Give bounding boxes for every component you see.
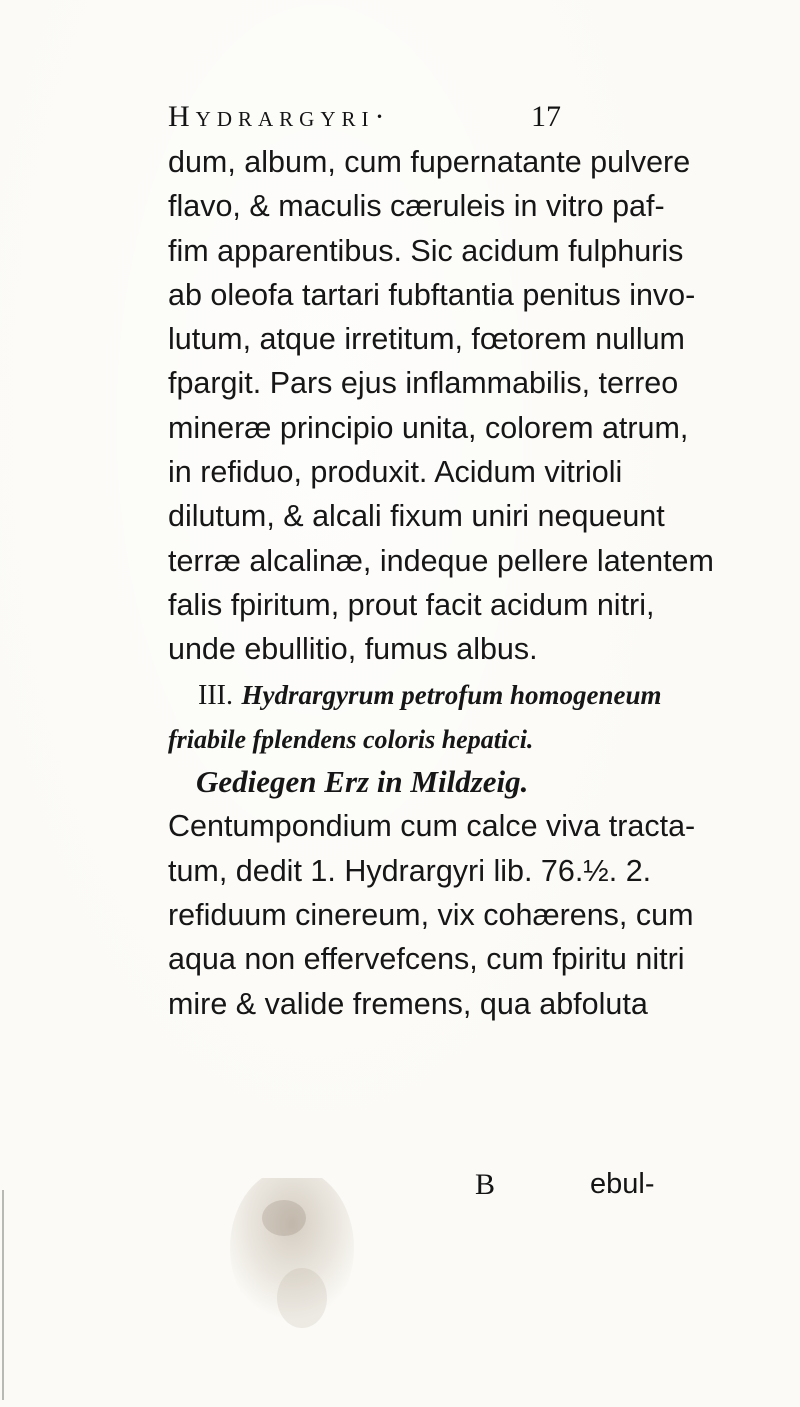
section-title-line2: friabile fplendens coloris hepatici. [168, 724, 534, 754]
section-title-line1: Hydrargyrum petrofum homogeneum [241, 679, 662, 710]
text-line: mineræ principio unita, colorem atrum, [168, 410, 689, 445]
running-title: Hydrargyri· [168, 100, 391, 133]
running-head [168, 100, 728, 140]
body-text [168, 140, 768, 1026]
text-line: fpargit. Pars ejus inflammabilis, terreo [168, 366, 679, 401]
text-line: dilutum, & alcali fixum uniri nequeunt [168, 499, 665, 534]
text-line: mire & valide fremens, qua abfoluta [168, 986, 648, 1021]
text-line: falis fpiritum, prout facit acidum nitri, [168, 587, 655, 622]
section-heading [168, 672, 768, 716]
text-line: aqua non effervefcens, cum fpiritu nitri [168, 942, 685, 977]
text-line: ab oleofa tartari fubftantia penitus invo- [168, 277, 696, 312]
text-line: refiduum cinereum, vix cohærens, cum [168, 898, 694, 933]
text-line: dum, album, cum fupernatante pulvere [168, 145, 691, 179]
page-edge-line [2, 1190, 4, 1400]
catchword: ebul- [590, 1168, 655, 1200]
text-line: unde ebullitio, fumus albus. [168, 632, 538, 667]
page-number: 17 [531, 100, 561, 133]
paper-stain [222, 1178, 362, 1368]
text-line: flavo, & maculis cæruleis in vitro paf- [168, 189, 665, 224]
text-line: terræ alcalinæ, indeque pellere latentem [168, 543, 714, 578]
section-number: III. [198, 679, 233, 711]
german-name-line [168, 760, 768, 804]
text-line: fim apparentibus. Sic acidum fulphuris [168, 233, 684, 268]
section-title-continued [168, 716, 768, 760]
text-line: lutum, atque irretitum, fœtorem nullum [168, 322, 685, 357]
text-line: Centumpondium cum calce viva tracta- [168, 809, 696, 844]
text-line: tum, dedit 1. Hydrargyri lib. 76.½. 2. [168, 853, 652, 888]
signature-mark: B [475, 1168, 496, 1201]
text-line: in refiduo, produxit. Acidum vitrioli [168, 455, 623, 490]
german-mineral-name: Gediegen Erz in Mildzeig. [196, 764, 529, 800]
